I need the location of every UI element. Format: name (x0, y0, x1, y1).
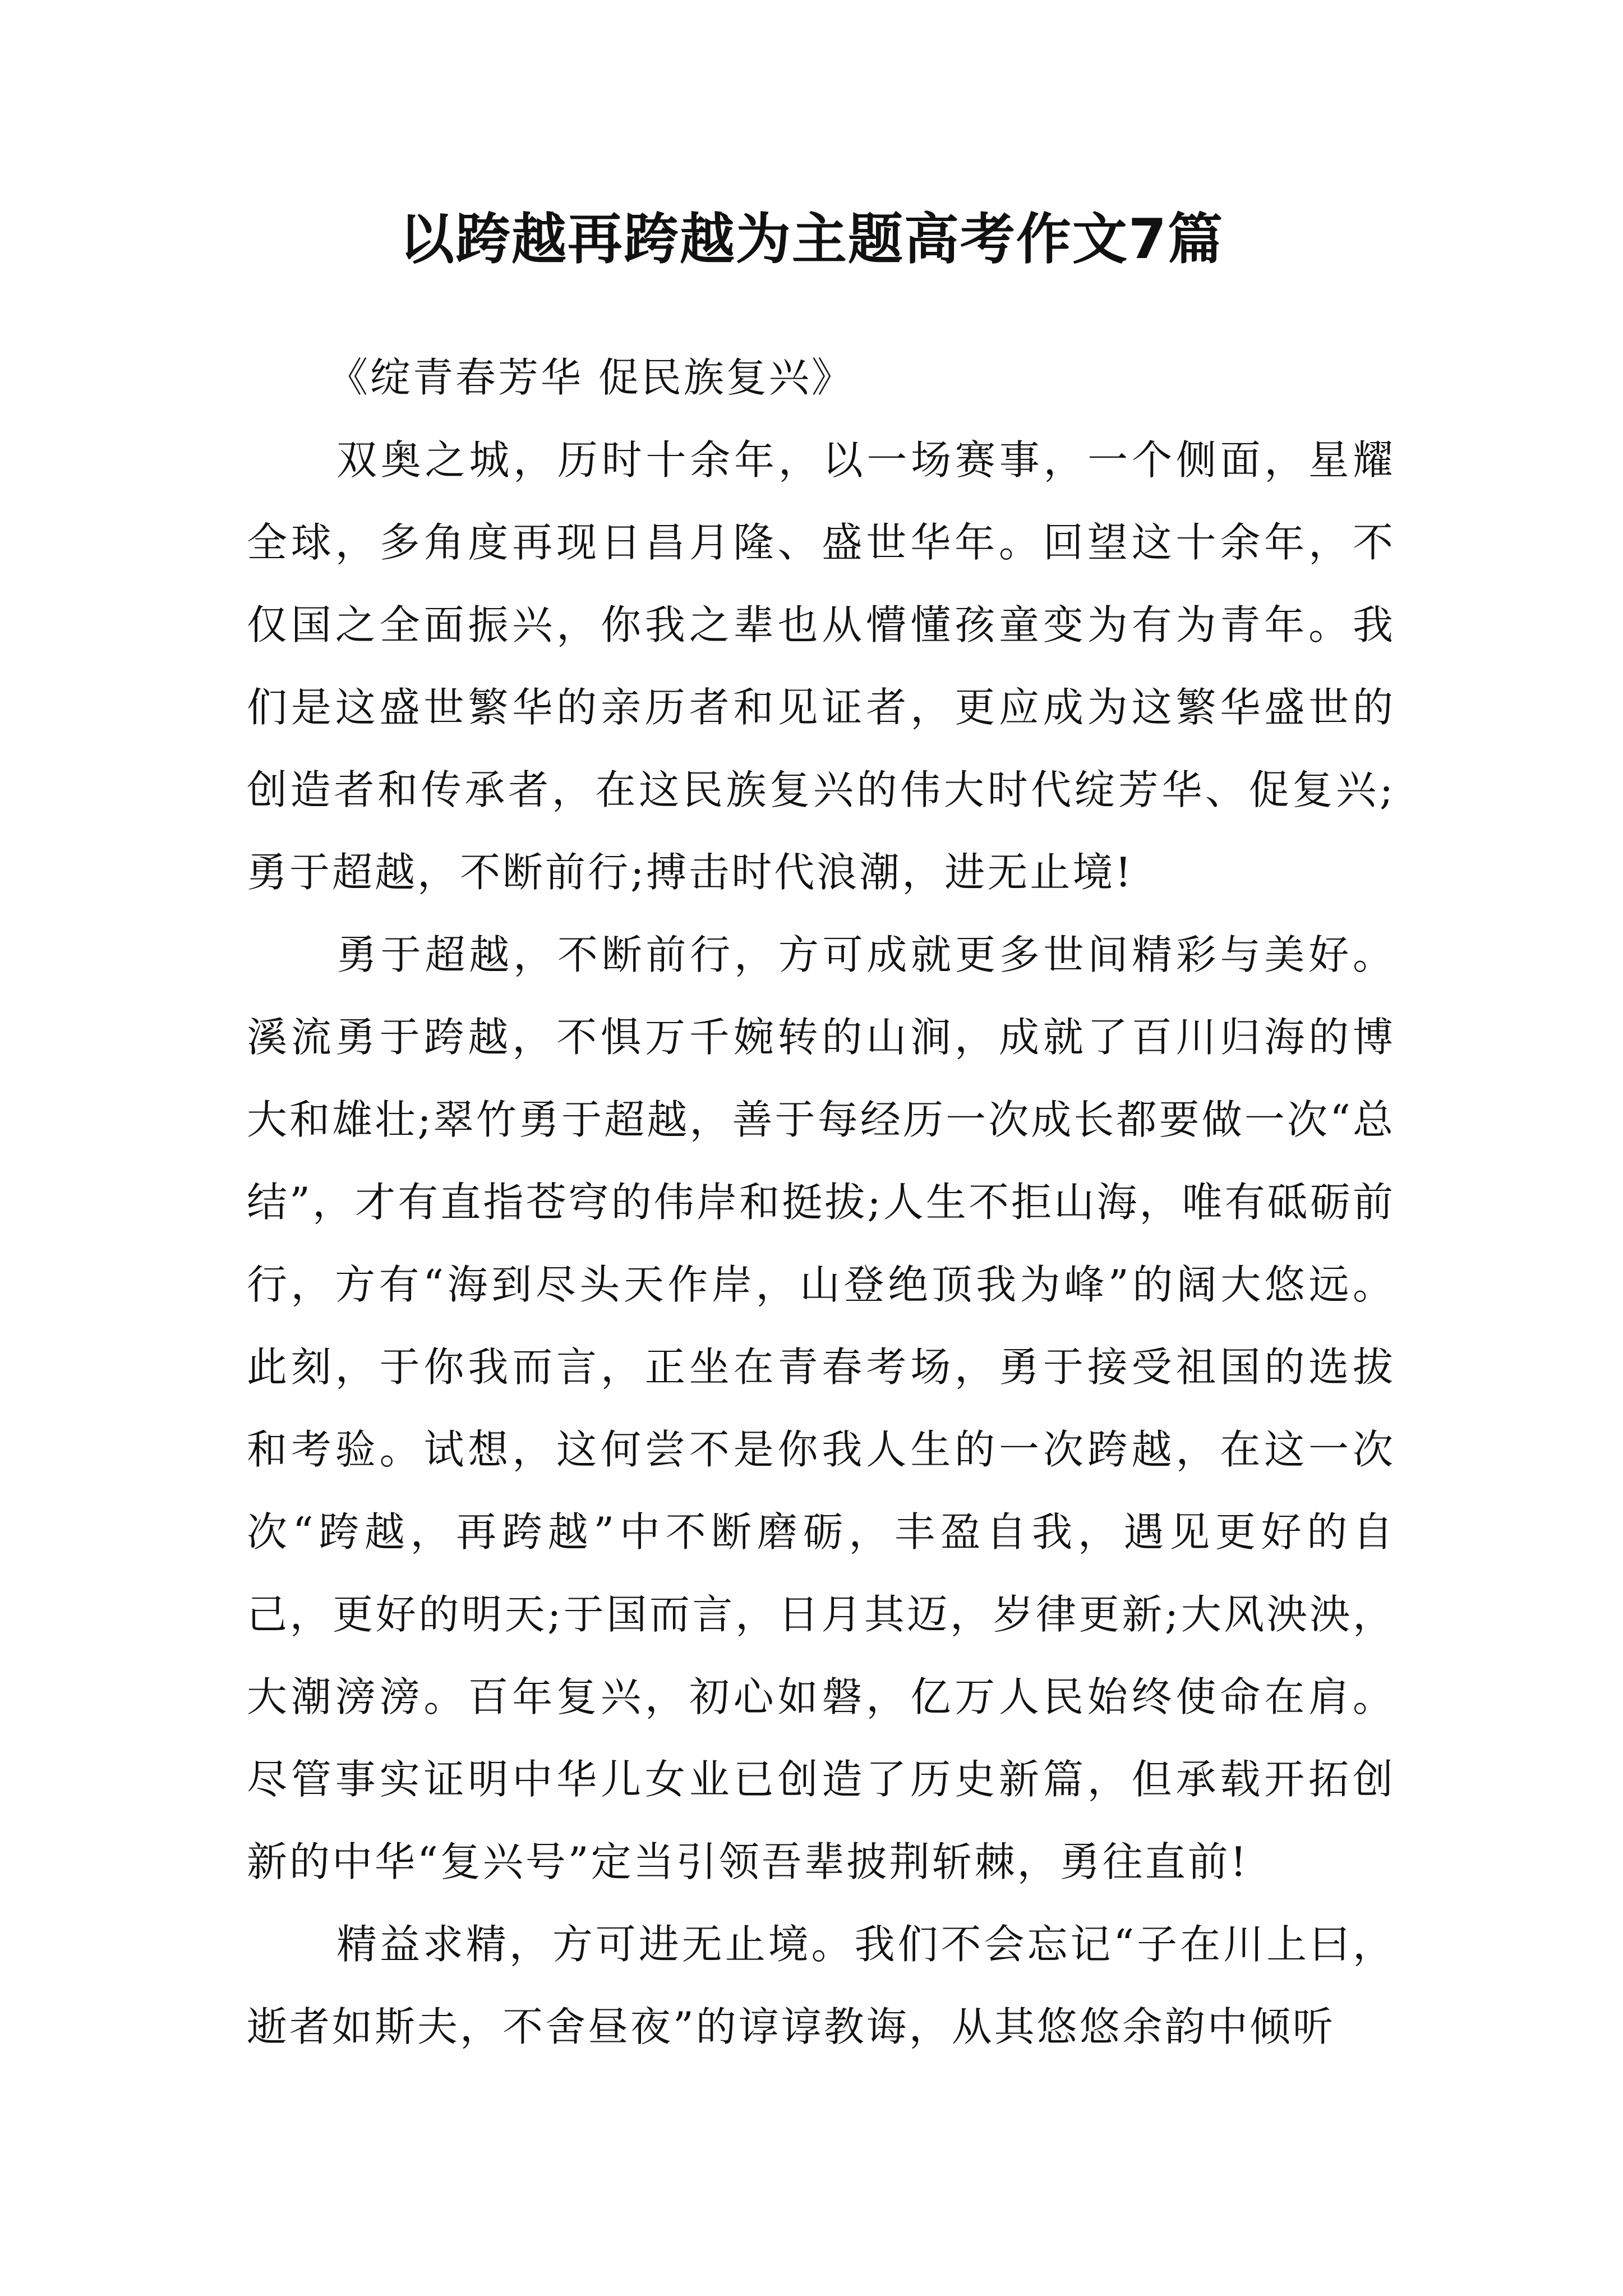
essay-title: 《绽青春芳华 促民族复兴》 (328, 354, 854, 401)
essay-body (247, 337, 1395, 2068)
paragraph-3: 精益求精，方可进无止境。我们不会忘记“子在川上曰，逝者如斯夫，不舍昼夜”的谆谆教诲，从其悠悠余韵中倾听 (247, 1921, 1395, 2050)
paragraph-1: 双奥之城，历时十余年，以一场赛事，一个侧面，星耀全球，多角度再现日昌月隆、盛世华年。回望这十余年，不仅国之全面振兴，你我之辈也从懵懂孩童变为有为青年。我们是这盛世繁华的亲历者和见证者，更应成为这繁华盛世的创造者和传承者，在这民族复兴的伟大时代绽芳华、促复兴;勇于超越，不断前行;搏击时代浪潮，进无止境! (247, 436, 1395, 896)
paragraph-2: 勇于超越，不断前行，方可成就更多世间精彩与美好。溪流勇于跨越，不惧万千婉转的山涧，成就了百川归海的博大和雄壮;翠竹勇于超越，善于每经历一次成长都要做一次“总结”，才有直指苍穹的伟岸和挺拔;人生不拒山海，唯有砥砺前行，方有“海到尽头天作岸，山登绝顶我为峰”的阔大悠远。此刻，于你我而言，正坐在青春考场，勇于接受祖国的选拔和考验。试想，这何尝不是你我人生的一次跨越，在这一次次“跨越，再跨越”中不断磨砺，丰盈自我，遇见更好的自己，更好的明天;于国而言，日月其迈，岁律更新;大风泱泱，大潮滂滂。百年复兴，初心如磐，亿万人民始终使命在肩。尽管事实证明中华儿女业已创造了历史新篇，但承载开拓创新的中华“复兴号”定当引领吾辈披荆斩棘，勇往直前! (247, 931, 1395, 1885)
document-title: 以跨越再跨越为主题高考作文7篇 (399, 208, 1224, 272)
